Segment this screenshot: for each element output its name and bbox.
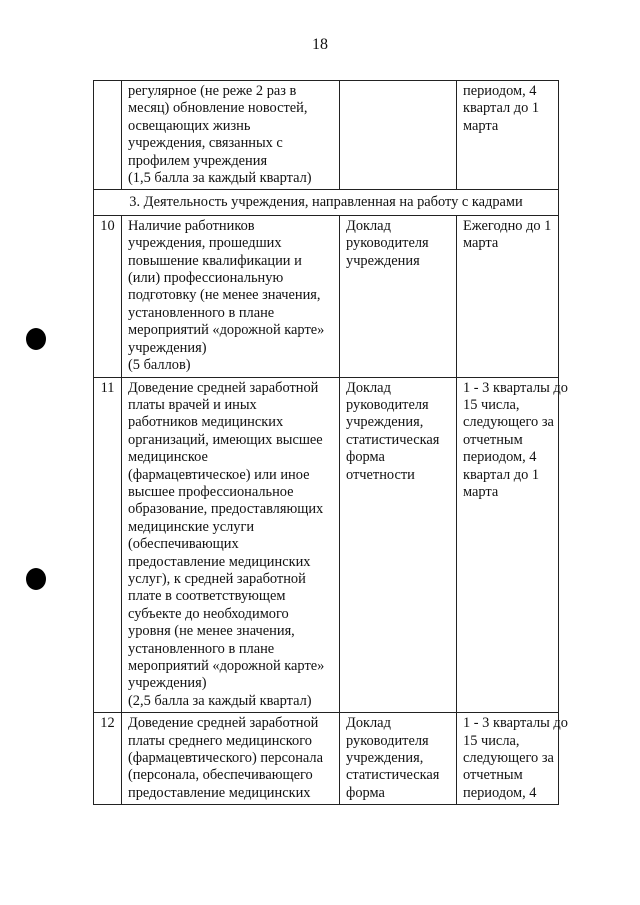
criterion-cell-line: платы среднего медицинского	[128, 732, 312, 749]
term-cell-line: отчетным	[463, 431, 523, 448]
criterion-cell-line: месяц) обновление новостей,	[128, 100, 308, 117]
criterion-cell	[122, 713, 340, 805]
source-cell	[340, 81, 457, 190]
criterion-cell-line: медицинские услуги	[128, 518, 255, 535]
section-header-row	[94, 190, 559, 215]
term-cell-line: следующего за	[463, 750, 554, 767]
criterion-cell-line: субъекте до необходимого	[128, 605, 289, 622]
criterion-cell-line: повышение квалификации и	[128, 252, 302, 269]
table-row	[94, 215, 559, 377]
term-cell-line: периодом, 4	[463, 784, 537, 801]
criterion-cell-line: (персонала, обеспечивающего	[128, 767, 313, 784]
criterion-cell-line: мероприятий «дорожной карте»	[128, 322, 325, 339]
criterion-cell-line: предоставление медицинских	[128, 553, 311, 570]
page-number: 18	[312, 36, 328, 53]
criterion-cell-line: учреждения)	[128, 675, 207, 692]
term-cell-line: периодом, 4	[463, 449, 537, 466]
criterion-cell-line: (2,5 балла за каждый квартал)	[128, 692, 312, 709]
criterion-cell-line: (1,5 балла за каждый квартал)	[128, 170, 312, 187]
criterion-cell	[122, 215, 340, 377]
criterion-cell-line: подготовку (не менее значения,	[128, 287, 321, 304]
source-cell	[340, 713, 457, 805]
criteria-table	[93, 80, 568, 805]
term-cell-line: марта	[463, 117, 499, 134]
term-cell-line: квартал до 1	[463, 100, 540, 117]
criterion-cell-line: платы врачей и иных	[128, 396, 257, 413]
criterion-cell-line: (фармацевтического) персонала	[128, 750, 323, 767]
criterion-cell-line: плате в соответствующем	[128, 588, 286, 605]
criterion-cell-line: работников медицинских	[128, 414, 284, 431]
term-cell-line: марта	[463, 483, 499, 500]
source-cell-line: учреждения	[346, 252, 420, 269]
row-number: 10	[94, 215, 122, 377]
term-cell-line: 1 - 3 кварталы до	[463, 379, 568, 396]
source-cell-line: статистическая	[346, 767, 440, 784]
criterion-cell-line: учреждения, прошедших	[128, 235, 282, 252]
criterion-cell-line: учреждения, связанных с	[128, 135, 283, 152]
punch-hole-mark	[26, 568, 46, 590]
criterion-cell-line: Доведение средней заработной	[128, 715, 319, 732]
term-cell	[457, 81, 559, 190]
criterion-cell-line: уровня (не менее значения,	[128, 623, 295, 640]
criterion-cell-line: учреждения)	[128, 339, 207, 356]
source-cell-line: руководителя	[346, 396, 429, 413]
criterion-cell-line: регулярное (не реже 2 раз в	[128, 83, 297, 99]
term-cell	[457, 713, 568, 805]
criteria-table-body	[94, 81, 568, 805]
source-cell-line: руководителя	[346, 732, 429, 749]
criterion-cell-line: мероприятий «дорожной карте»	[128, 658, 325, 674]
table-row	[94, 713, 559, 805]
source-cell	[340, 377, 457, 713]
criterion-cell-line: образование, предоставляющих	[128, 501, 324, 518]
criterion-cell-line: услуг), к средней заработной	[128, 570, 306, 587]
table-row	[94, 377, 559, 713]
source-cell-line: отчетности	[346, 466, 415, 483]
row-number: 12	[94, 713, 122, 805]
source-cell-line: Доклад	[346, 715, 391, 732]
punch-hole-mark	[26, 328, 46, 350]
criterion-cell-line: организаций, имеющих высшее	[128, 431, 323, 448]
criterion-cell-line: (фармацевтическое) или иное	[128, 466, 310, 483]
term-cell-line: 15 числа,	[463, 732, 520, 749]
criterion-cell	[122, 81, 340, 190]
term-cell-line: следующего за	[463, 414, 554, 431]
section-title: 3. Деятельность учреждения, направленная на работу с кадрами	[94, 190, 559, 215]
criterion-cell-line: (5 баллов)	[128, 357, 191, 374]
criterion-cell-line: (обеспечивающих	[128, 536, 239, 553]
criterion-cell-line: высшее профессиональное	[128, 483, 294, 500]
term-cell-line: марта	[463, 235, 499, 252]
source-cell-line: руководителя	[346, 235, 429, 252]
criterion-cell-line: медицинское	[128, 449, 208, 466]
source-cell-line: форма	[346, 449, 385, 466]
criterion-cell-line: предоставление медицинских	[128, 784, 311, 801]
criterion-cell-line: Наличие работников	[128, 217, 255, 234]
row-number	[94, 81, 122, 190]
row-number: 11	[94, 377, 122, 713]
term-cell-line: 1 - 3 кварталы до	[463, 715, 568, 732]
source-cell	[340, 215, 457, 377]
term-cell	[457, 215, 559, 377]
source-cell-line: учреждения,	[346, 750, 424, 767]
criterion-cell-line: освещающих жизнь	[128, 117, 251, 134]
criterion-cell	[122, 377, 340, 713]
source-cell-line: Доклад	[346, 217, 391, 234]
criterion-cell-line: установленного в плане	[128, 640, 275, 657]
source-cell-line: Доклад	[346, 379, 391, 396]
term-cell-line: Ежегодно до 1	[463, 217, 552, 234]
criterion-cell-line: Доведение средней заработной	[128, 379, 319, 396]
source-cell-line: статистическая	[346, 431, 440, 448]
term-cell-line: отчетным	[463, 767, 523, 784]
term-cell-line: квартал до 1	[463, 466, 540, 483]
criterion-cell-line: установленного в плане	[128, 304, 275, 321]
source-cell-line: учреждения,	[346, 414, 424, 431]
term-cell-line: периодом, 4	[463, 83, 537, 99]
table-row	[94, 81, 559, 190]
criterion-cell-line: (или) профессиональную	[128, 270, 284, 287]
criterion-cell-line: профилем учреждения	[128, 152, 268, 169]
term-cell	[457, 377, 568, 713]
source-cell-line: форма	[346, 784, 385, 801]
term-cell-line: 15 числа,	[463, 396, 520, 413]
